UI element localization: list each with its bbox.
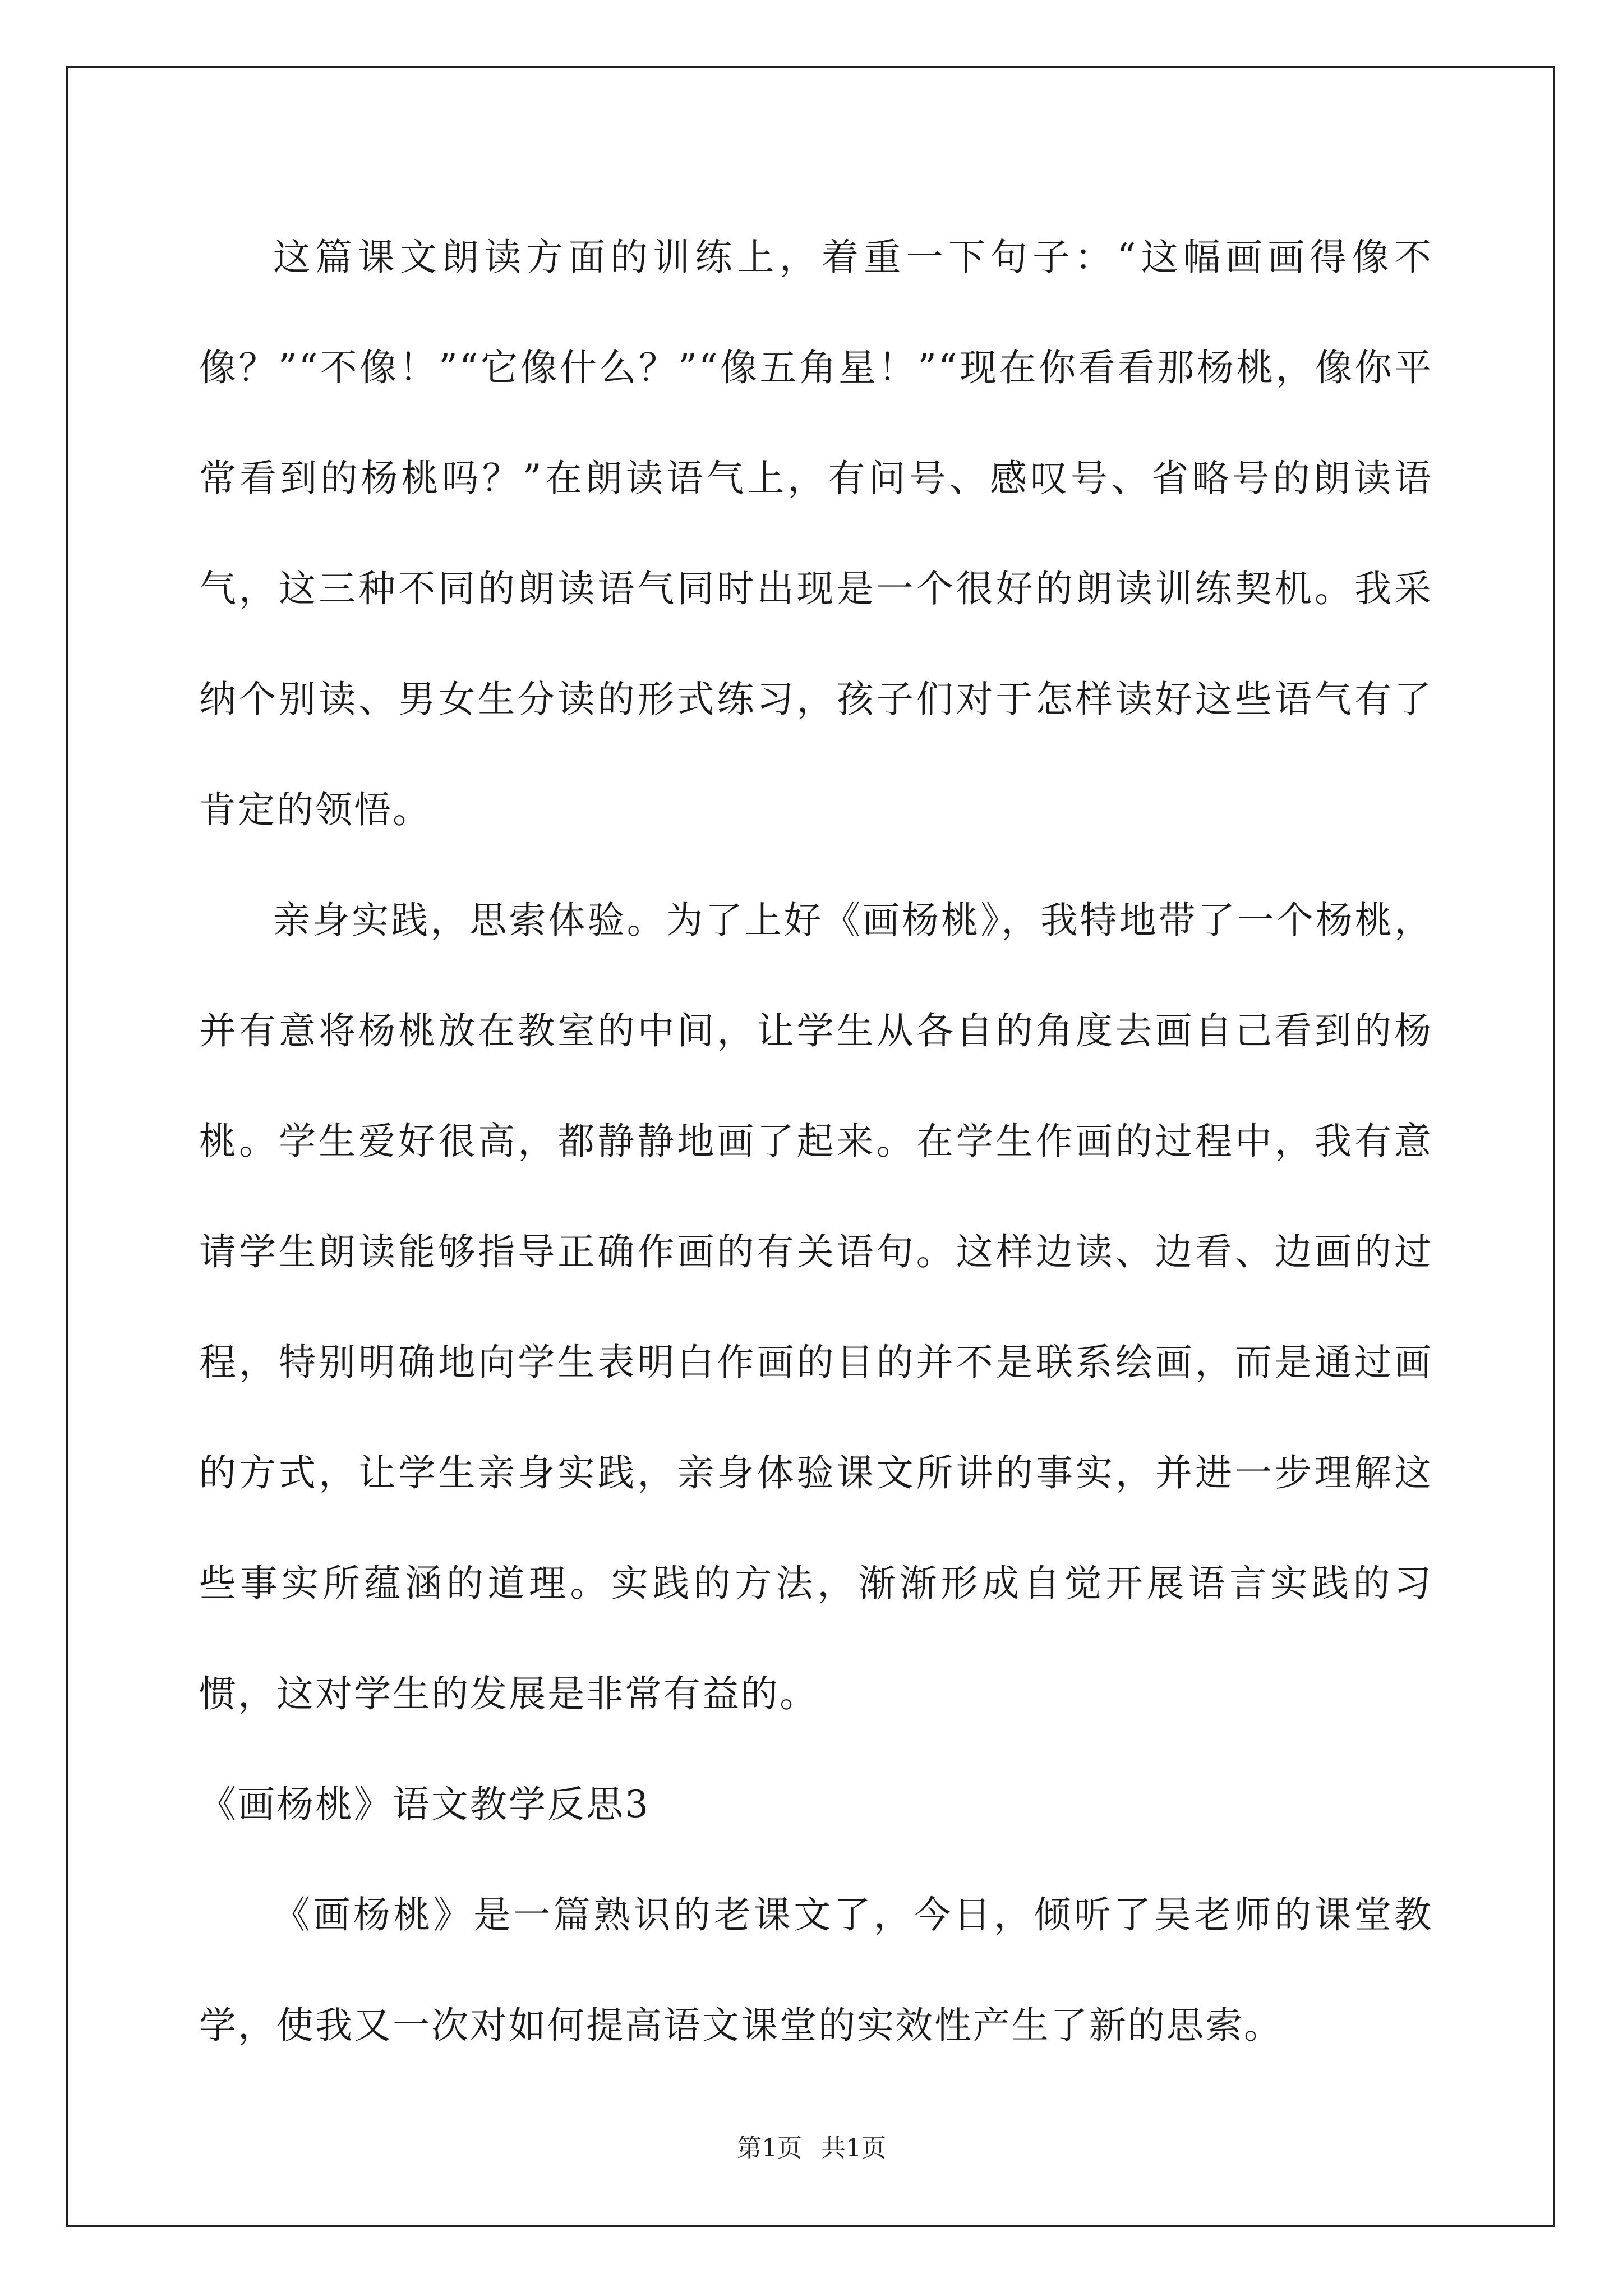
body-paragraph: 亲身实践，思索体验。为了上好《画杨桃》，我特地带了一个杨桃，并有意将杨桃放在教室的中间，让学生从各自的角度去画自己看到的杨桃。学生爱好很高，都静静地画了起来。在学生作画的过程中，我有意请学生朗读能够指导正确作画的有关语句。这样边读、边看、边画的过程，特别明确地向学生表明白作画的目的并不是联系绘画，而是通过画的方式，让学生亲身实践，亲身体验课文所讲的事实，并进一步理解这些事实所蕴涵的道理。实践的方法，渐渐形成自觉开展语言实践的习惯，这对学生的发展是非常有益的。 [199,899,1433,1715]
section-heading: 《画杨桃》语文教学反思3 [199,1783,650,1826]
body-paragraph: 《画杨桃》是一篇熟识的老课文了，今日，倾听了吴老师的课堂教学，使我又一次对如何提高语文课堂的实效性产生了新的思索。 [199,1893,1433,2047]
document-body [199,202,1433,2081]
page-total: 共1页 [821,2134,886,2162]
page-number: 第1页 [737,2134,802,2162]
body-paragraph: 这篇课文朗读方面的训练上，着重一下句子：“这幅画画得像不像？”“不像！”“它像什么？”“像五角星！”“现在你看看那杨桃，像你平常看到的杨桃吗？”在朗读语气上，有问号、感叹号、省略号的朗读语气，这三种不同的朗读语气同时出现是一个很好的朗读训练契机。我采纳个别读、男女生分读的形式练习，孩子们对于怎样读好这些语气有了肯定的领悟。 [199,236,1433,831]
page-footer [0,2132,1623,2165]
